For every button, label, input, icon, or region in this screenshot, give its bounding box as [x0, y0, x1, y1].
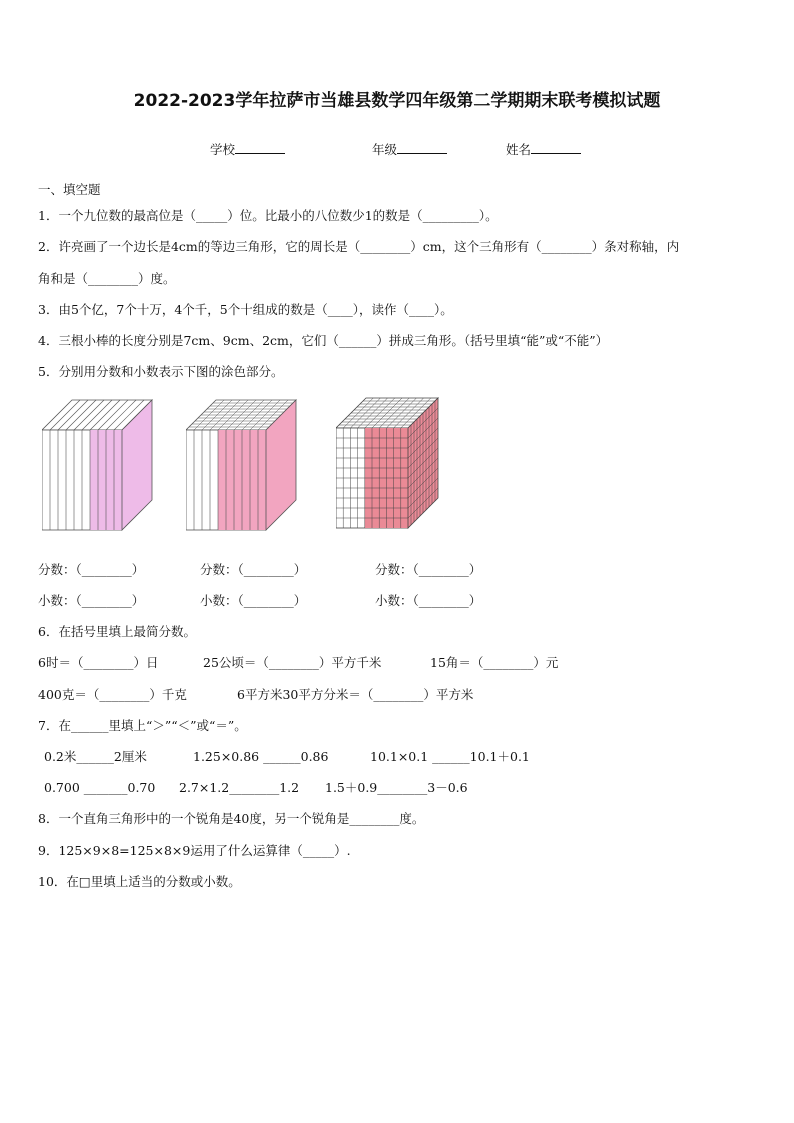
q7-item-c[interactable]: 10.1×0.1 ______10.1＋0.1 — [370, 749, 530, 764]
q7-item-e[interactable]: 2.7×1.2________1.2 — [179, 780, 300, 795]
decimal-answer-2[interactable]: 小数：（________） — [200, 593, 307, 608]
question-5: 5．分别用分数和小数表示下图的涂色部分。 — [38, 364, 284, 379]
question-1: 1．一个九位数的最高位是（_____）位。比最小的八位数少1的数是（_________）。 — [38, 208, 498, 223]
school-label: 学校 — [210, 142, 236, 157]
q6-item-d[interactable]: 400克＝（________）千克 — [38, 687, 187, 702]
grade-blank[interactable] — [397, 141, 447, 154]
grade-field — [372, 140, 447, 158]
school-field — [210, 140, 285, 158]
question-3: 3．由5个亿，7个十万，4个千，5个十组成的数是（____），读作（____）。 — [38, 302, 453, 317]
question-2-line-1: 2．许亮画了一个边长是4cm的等边三角形，它的周长是（________）cm，这个三角形有（________）条对称轴，内 — [38, 239, 680, 254]
school-blank[interactable] — [235, 141, 285, 154]
name-field — [506, 140, 581, 158]
fraction-answer-2[interactable]: 分数：（________） — [200, 562, 307, 577]
cube-figure-1 — [42, 398, 154, 532]
cube-figure-2 — [186, 398, 298, 532]
q6-item-b[interactable]: 25公顷＝（________）平方千米 — [203, 655, 382, 670]
fraction-answer-3[interactable]: 分数：（________） — [375, 562, 482, 577]
q6-item-e[interactable]: 6平方米30平方分米＝（________）平方米 — [237, 687, 474, 702]
fraction-answer-1[interactable]: 分数：（________） — [38, 562, 145, 577]
decimal-answer-3[interactable]: 小数：（________） — [375, 593, 482, 608]
name-blank[interactable] — [531, 141, 581, 154]
q7-item-b[interactable]: 1.25×0.86 ______0.86 — [193, 749, 329, 764]
page-title: 2022-2023学年拉萨市当雄县数学四年级第二学期期末联考模拟试题 — [133, 91, 661, 111]
q7-item-d[interactable]: 0.700 _______0.70 — [44, 780, 156, 795]
name-label: 姓名 — [506, 142, 532, 157]
question-6: 6．在括号里填上最简分数。 — [38, 624, 196, 639]
question-2-line-2: 角和是（________）度。 — [38, 271, 176, 286]
question-9: 9．125×9×8=125×8×9运用了什么运算律（_____）. — [38, 843, 351, 858]
q7-item-f[interactable]: 1.5＋0.9________3－0.6 — [325, 780, 468, 795]
q7-item-a[interactable]: 0.2米______2厘米 — [44, 749, 147, 764]
q6-item-a[interactable]: 6时＝（________）日 — [38, 655, 159, 670]
question-10: 10．在□里填上适当的分数或小数。 — [38, 874, 241, 889]
q6-item-c[interactable]: 15角＝（________）元 — [430, 655, 559, 670]
grade-label: 年级 — [372, 142, 398, 157]
question-8: 8．一个直角三角形中的一个锐角是40度，另一个锐角是________度。 — [38, 811, 425, 826]
question-7: 7．在______里填上“＞”“＜”或“＝”。 — [38, 718, 247, 733]
cube-figure-3 — [336, 396, 442, 532]
decimal-answer-1[interactable]: 小数：（________） — [38, 593, 145, 608]
section-heading: 一、填空题 — [38, 182, 101, 197]
question-4: 4．三根小棒的长度分别是7cm、9cm、2cm，它们（______）拼成三角形。（括号里填“能”或“不能”） — [38, 333, 609, 348]
